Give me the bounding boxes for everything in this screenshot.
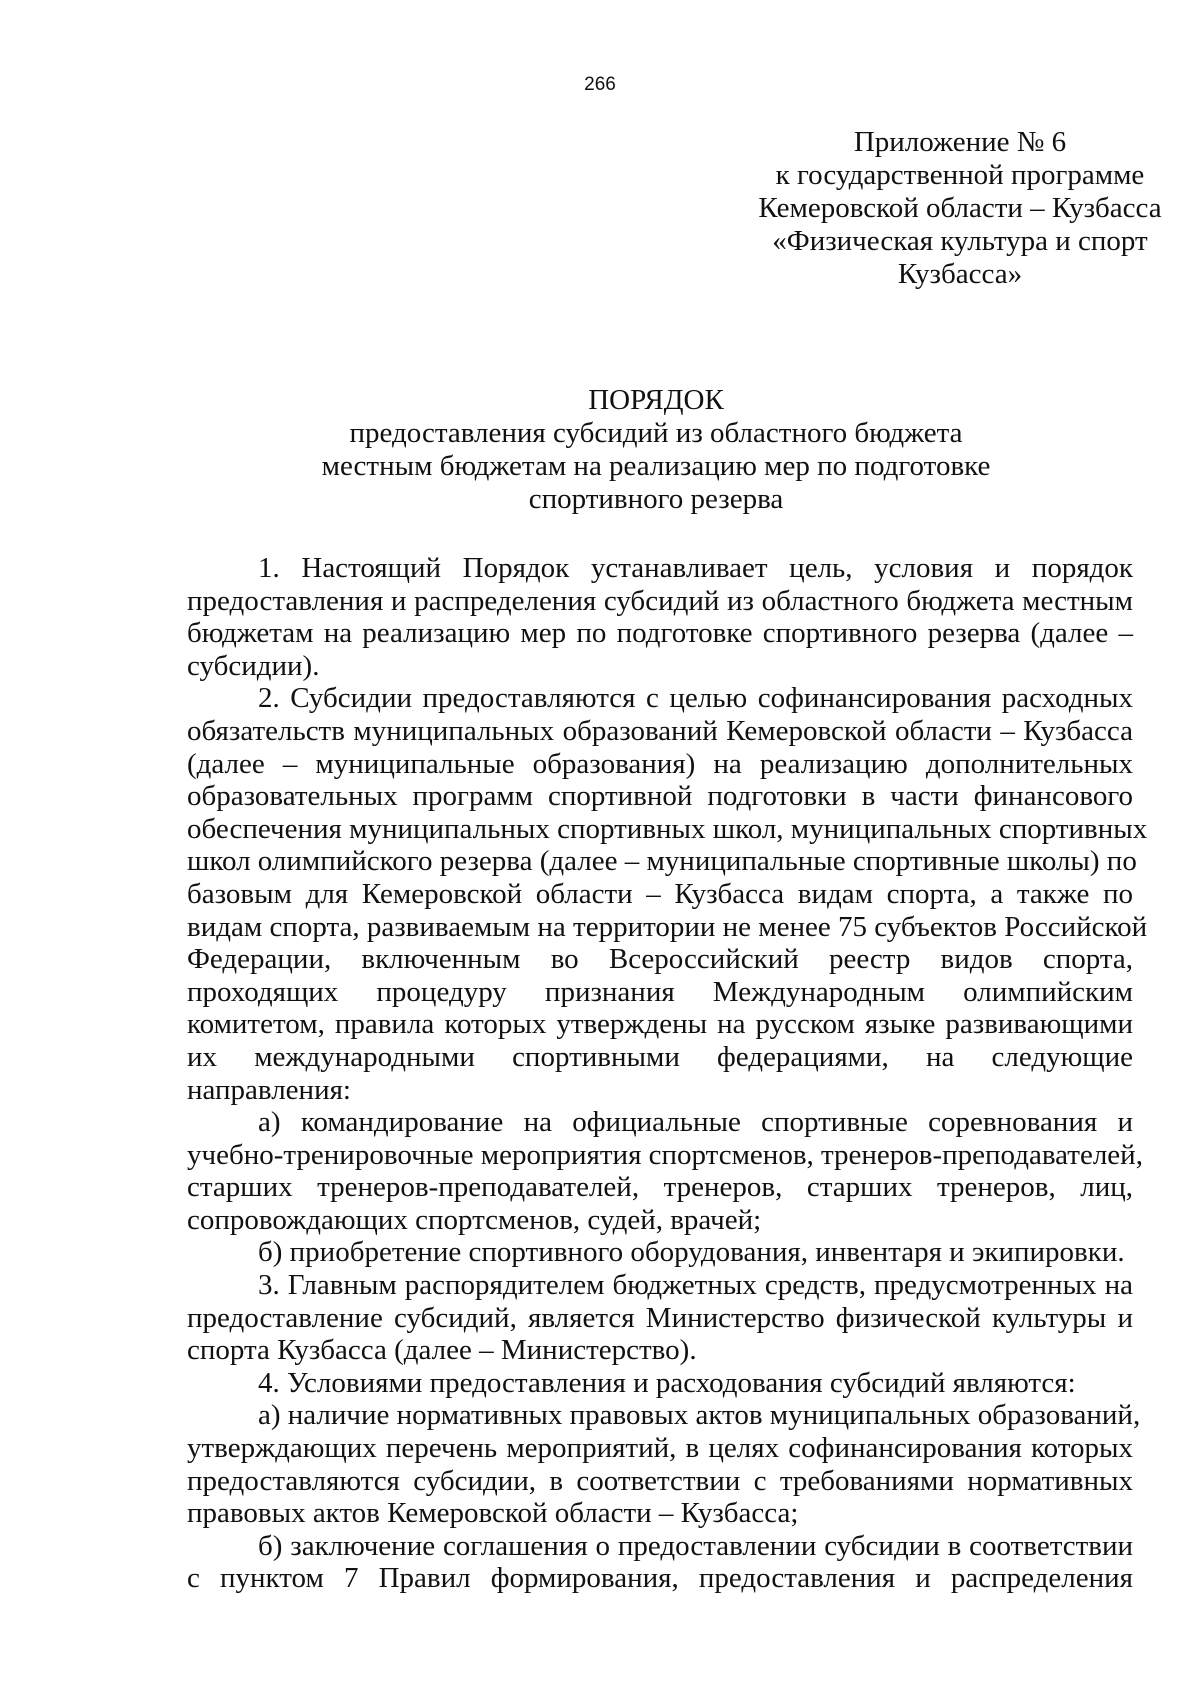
body-line: базовым для Кемеровской области – Кузбасса видам спорта, а также по: [187, 877, 1133, 910]
body-line: правовых актов Кемеровской области – Кузбасса;: [187, 1497, 799, 1530]
body-line: видам спорта, развиваемым на территории не менее 75 субъектов Российской: [187, 910, 1148, 943]
appendix-line: Приложение № 6: [853, 126, 1067, 158]
body-line: а) командирование на официальные спортивные соревнования и: [258, 1106, 1133, 1139]
body-line: (далее – муниципальные образования) на реализацию дополнительных: [187, 747, 1133, 780]
body-line: проходящих процедуру признания Международным олимпийским: [187, 975, 1133, 1008]
body-line: а) наличие нормативных правовых актов муниципальных образований,: [258, 1399, 1141, 1432]
body-line: б) заключение соглашения о предоставлении субсидии в соответствии: [258, 1529, 1133, 1562]
body-line: спорта Кузбасса (далее – Министерство).: [187, 1334, 697, 1367]
body-line: б) приобретение спортивного оборудования, инвентаря и экипировки.: [258, 1236, 1125, 1269]
title-subtitle-line: местным бюджетам на реализацию мер по подготовке: [321, 450, 991, 482]
page-number: 266: [584, 74, 616, 95]
body-line: старших тренеров-преподавателей, тренеров, старших тренеров, лиц,: [187, 1171, 1133, 1204]
title-heading: ПОРЯДОК: [588, 384, 724, 416]
body-line: школ олимпийского резерва (далее – муниципальные спортивные школы) по: [187, 845, 1137, 878]
body-line: Федерации, включенным во Всероссийский реестр видов спорта,: [187, 943, 1133, 976]
appendix-line: к государственной программе: [775, 159, 1145, 191]
body-line: предоставления и распределения субсидий из областного бюджета местным: [187, 584, 1133, 617]
body-line: с пунктом 7 Правил формирования, предоставления и распределения: [187, 1562, 1133, 1595]
body-line: субсидии).: [187, 649, 320, 682]
body-line: предоставляются субсидии, в соответствии с требованиями нормативных: [187, 1464, 1133, 1497]
appendix-line: Кузбасса»: [897, 258, 1023, 290]
body-line: предоставление субсидий, является Министерство физической культуры и: [187, 1301, 1133, 1334]
body-line: направления:: [187, 1073, 351, 1106]
title-subtitle-line: спортивного резерва: [528, 483, 784, 515]
body-line: обязательств муниципальных образований Кемеровской области – Кузбасса: [187, 714, 1133, 747]
body-line: учебно-тренировочные мероприятия спортсменов, тренеров-преподавателей,: [187, 1138, 1143, 1171]
title-subtitle-line: предоставления субсидий из областного бюджета: [349, 417, 963, 449]
body-line: утверждающих перечень мероприятий, в целях софинансирования которых: [187, 1432, 1133, 1465]
body-line: их международными спортивными федерациями, на следующие: [187, 1040, 1133, 1073]
body-line: 1. Настоящий Порядок устанавливает цель, условия и порядок: [258, 552, 1133, 584]
body-line: 4. Условиями предоставления и расходования субсидий являются:: [258, 1366, 1076, 1399]
appendix-heading: [700, 126, 1200, 291]
appendix-line: «Физическая культура и спорт: [772, 225, 1148, 257]
body-line: обеспечения муниципальных спортивных школ, муниципальных спортивных: [187, 812, 1148, 845]
body-line: 2. Субсидии предоставляются с целью софинансирования расходных: [258, 682, 1133, 715]
body-line: сопровождающих спортсменов, судей, врачей;: [187, 1203, 762, 1236]
body-line: образовательных программ спортивной подготовки в части финансового: [187, 780, 1133, 813]
body-line: 3. Главным распорядителем бюджетных средств, предусмотренных на: [258, 1269, 1133, 1302]
body-line: бюджетам на реализацию мер по подготовке спортивного резерва (далее –: [187, 617, 1133, 650]
body-line: комитетом, правила которых утверждены на русском языке развивающими: [187, 1008, 1133, 1041]
document-body: [187, 552, 1148, 1595]
appendix-line: Кемеровской области – Кузбасса: [758, 192, 1162, 224]
document-title: [0, 384, 1200, 516]
